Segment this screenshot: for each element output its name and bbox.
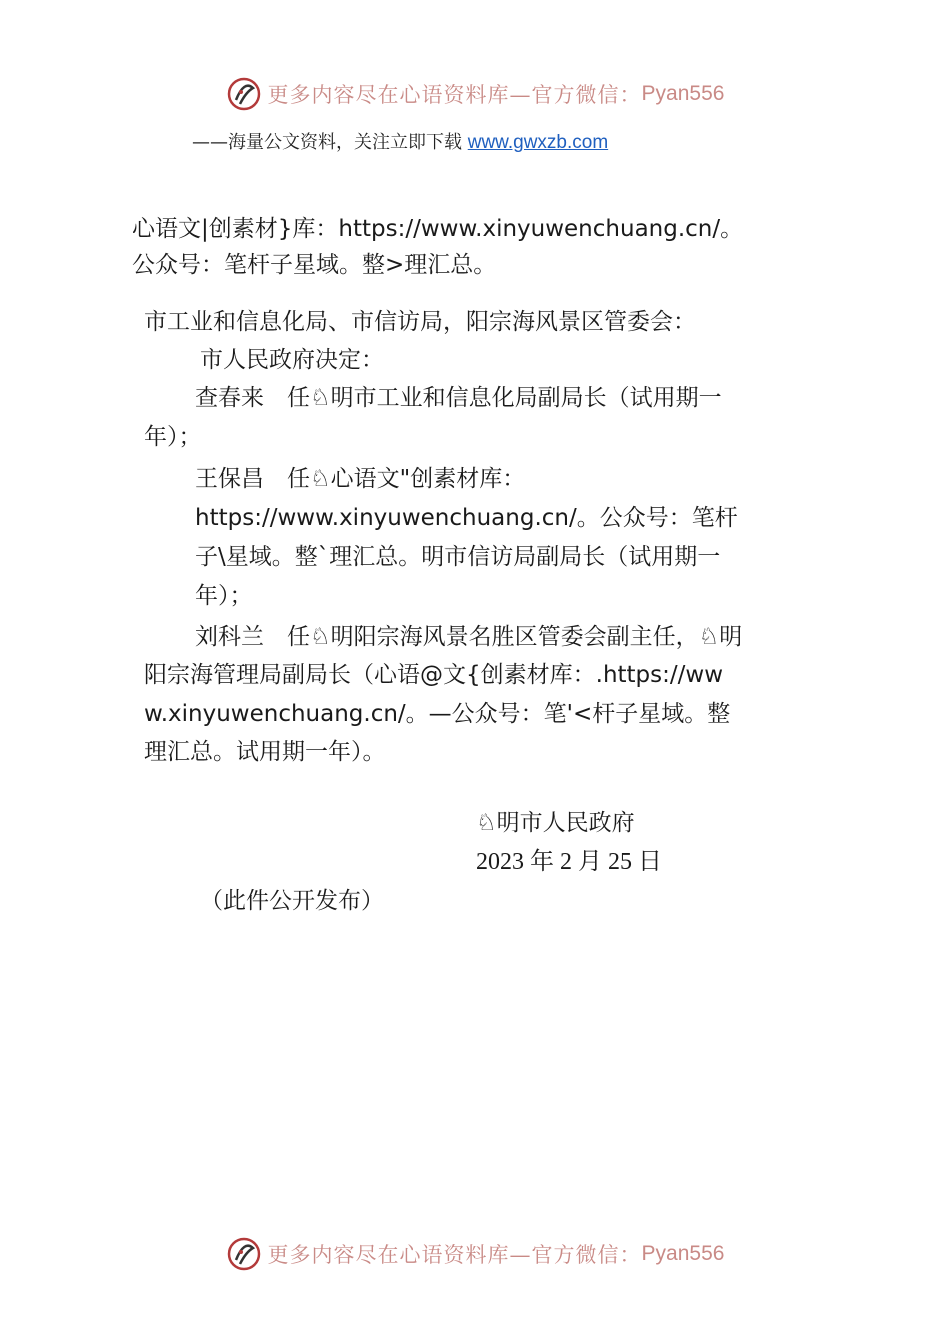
issue-date: 2023 年 2 月 25 日	[476, 849, 662, 875]
watermark-line-2: 公众号：笔杆子星域。整>理汇总。	[132, 252, 497, 278]
item1-line2: 年）；	[144, 424, 202, 450]
watermark-line-1: 心语文|创素材}库：https://www.xinyuwenchuang.cn/。	[132, 216, 744, 242]
footer-wechat-id: Pyan556	[641, 1242, 725, 1265]
item2-line2: https://www.xinyuwenchuang.cn/。公众号：笔杆	[195, 505, 738, 531]
addressee: 市工业和信息化局、市信访局，阳宗海风景区管委会：	[144, 309, 696, 335]
item3-line2: 阳宗海管理局副局长（心语@文{创素材库：.https://ww	[144, 662, 724, 688]
footer-banner	[0, 1232, 950, 1276]
issuer: ♘明市人民政府	[476, 810, 635, 836]
footer-banner-separator: —官方微信：	[509, 1243, 642, 1267]
banner-separator: —官方微信：	[509, 83, 642, 107]
site-link[interactable]: www.gwxzb.com	[467, 132, 609, 153]
item2-line1: 王保昌 任♘心语文"创素材库：	[195, 466, 526, 492]
banner-text: 更多内容尽在心语资料库	[267, 83, 510, 107]
item2-line3: 子\星域。整`理汇总。明市信访局副局长（试用期一	[195, 544, 721, 570]
logo-icon	[226, 1236, 262, 1272]
item3-line4: 理汇总。试用期一年）。	[144, 739, 386, 765]
banner-wechat-id: Pyan556	[641, 82, 725, 105]
item1-line1: 查春来 任♘明市工业和信息化局副局长（试用期一	[195, 385, 722, 411]
item3-line3: w.xinyuwenchuang.cn/。—公众号：笔'<杆子星域。整	[144, 701, 731, 727]
footer-banner-text: 更多内容尽在心语资料库	[267, 1243, 510, 1267]
sub-banner-text: ——海量公文资料，关注立即下载	[192, 132, 468, 153]
publication-note: （此件公开发布）	[200, 888, 384, 914]
item2-line4: 年）；	[195, 583, 253, 609]
intro: 市人民政府决定：	[200, 347, 384, 373]
item3-line1: 刘科兰 任♘明阳宗海风景名胜区管委会副主任，♘明	[195, 624, 743, 650]
